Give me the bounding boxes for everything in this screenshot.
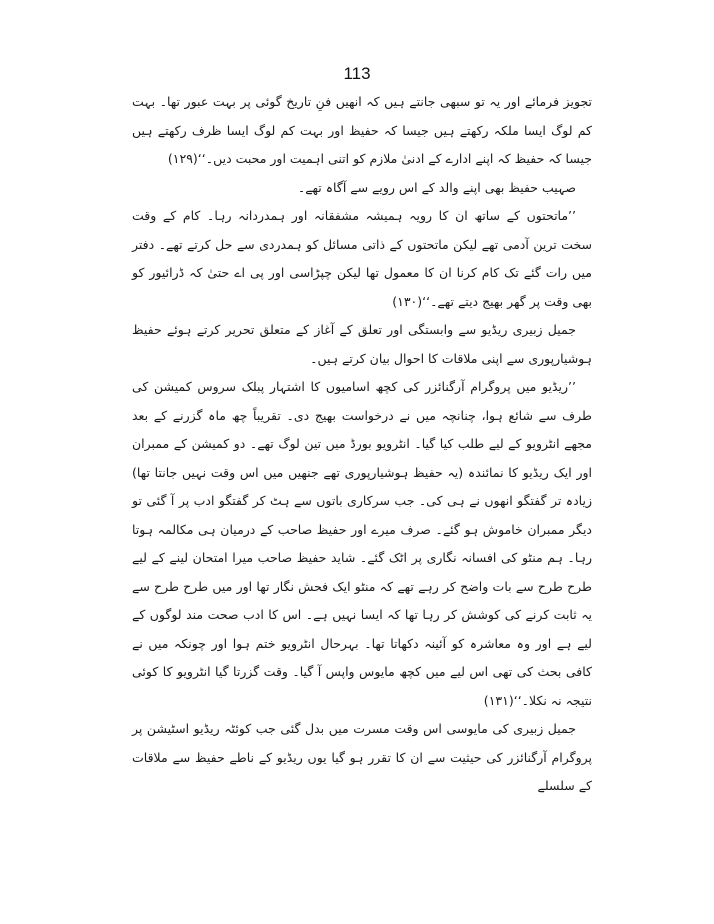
quote-paragraph-1: ’’ماتحتوں کے ساتھ ان کا رویہ ہمیشہ مشفقانہ اور ہمدردانہ رہا۔ کام کے وقت سخت ترین آدمی تھے لیکن ماتحتوں کے ذاتی مسائل کو ہمدردی سے حل کرتے تھے۔ دفتر میں رات گئے تک کام کرنا ان کا معمول تھا لیکن چپڑاسی اور پی اے حتیٰ کہ ڈرائیور کو بھی وقت پر گھر بھیج دیتے تھے۔‘‘(۱۳۰)	[132, 208, 592, 309]
paragraph-intro-sohaib: صہیب حفیظ بھی اپنے والد کے اس رویے سے آگاہ تھے۔	[297, 179, 576, 195]
paragraph-continuation: تجویز فرمائے اور یہ تو سبھی جانتے ہیں کہ انھیں فنِ تاریخ گوئی پر بہت عبور تھا۔ بہت کم لوگ ایسا ملکہ رکھتے ہیں جیسا کہ حفیظ اور بہت کم لوگ ایسا ظرف رکھتے ہیں جیسا کہ حفیظ کہ اپنے ادارے کے ادنیٰ ملازم کو اتنی اہمیت اور محبت دیں۔‘‘(۱۲۹)	[132, 94, 592, 166]
paragraph-closing: جمیل زبیری کی مایوسی اس وقت مسرت میں بدل گئی جب کوئٹہ ریڈیو اسٹیشن پر پروگرام آرگنائزر کی حیثیت سے ان کا تقرر ہو گیا یوں ریڈیو کے ناطے حفیظ سے ملاقات کے سلسلے	[132, 721, 592, 793]
paragraph-intro-jameel: جمیل زبیری ریڈیو سے وابستگی اور تعلق کے آغاز کے متعلق تحریر کرتے ہوئے حفیظ ہوشیارپوری سے اپنی ملاقات کا احوال بیان کرتے ہیں۔	[132, 322, 592, 366]
page-number: 113	[343, 64, 371, 83]
quote-paragraph-2: ’’ریڈیو میں پروگرام آرگنائزر کی کچھ اسامیوں کا اشتہار پبلک سروس کمیشن کی طرف سے شائع ہوا، چنانچہ میں نے درخواست بھیج دی۔ تقریباً چھ ماہ گزرنے کے بعد مجھے انٹرویو کے لیے طلب کیا گیا۔ انٹرویو بورڈ میں تین لوگ تھے۔ دو کمیشن کے ممبران اور ایک ریڈیو کا نمائندہ (یہ حفیظ ہوشیارپوری تھے جنھیں میں اس وقت نہیں جانتا تھا) زیادہ تر گفتگو انھوں نے ہی کی۔ جب سرکاری باتوں سے ہٹ کر گفتگو ادب پر آ گئی تو دیگر ممبران خاموش ہو گئے۔ صرف میرے اور حفیظ صاحب کے درمیان ہی مکالمہ ہوتا رہا۔ ہم منٹو کی افسانہ نگاری پر اٹک گئے۔ شاید حفیظ صاحب میرا امتحان لینے کے لیے طرح طرح سے بات واضح کر رہے تھے کہ منٹو ایک فحش نگار تھا اور میں طرح طرح سے یہ ثابت کرنے کی کوشش کر رہا تھا کہ ایسا نہیں ہے۔ اس کا ادب صحت مند لوگوں کے لیے ہے اور وہ معاشرہ کو آئینہ دکھاتا تھا۔ بہرحال انٹرویو ختم ہوا اور چونکہ میں نے کافی بحث کی تھی اس لیے میں کچھ مایوس واپس آ گیا۔ وقت گزرتا گیا انٹرویو کا کوئی نتیجہ نہ نکلا۔‘‘(۱۳۱)	[132, 379, 592, 708]
body-text	[132, 88, 592, 801]
